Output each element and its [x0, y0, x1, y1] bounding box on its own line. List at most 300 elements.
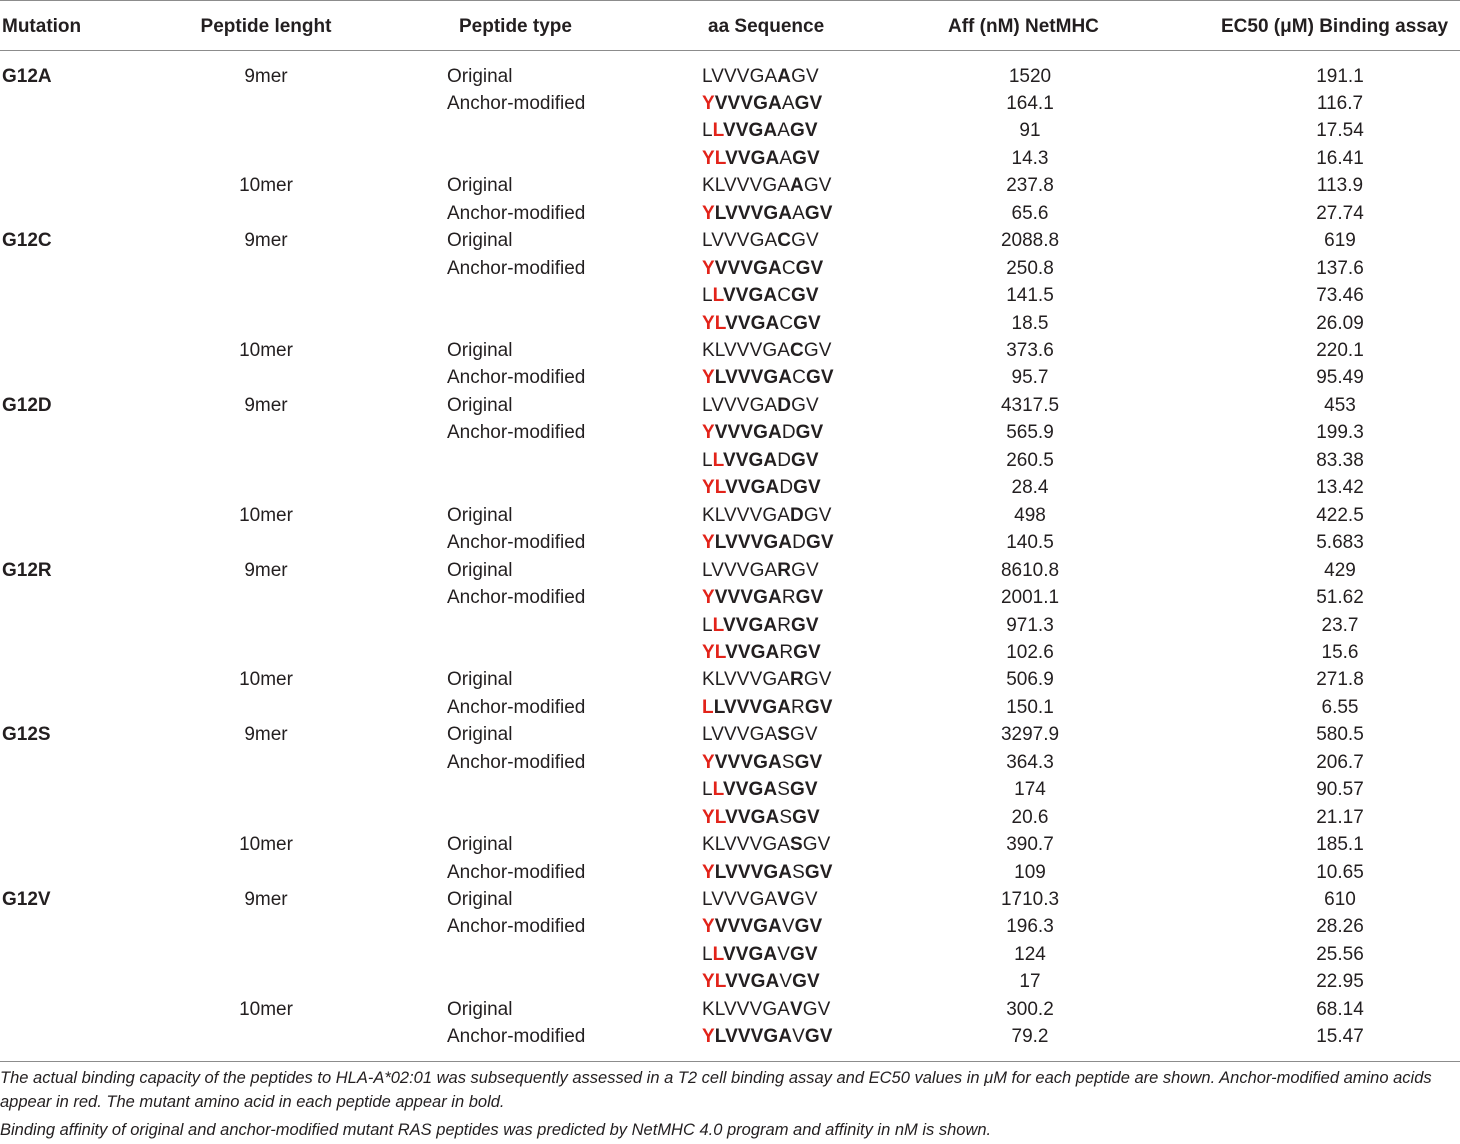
bold-residue: VVGA: [722, 779, 778, 801]
length-cell: [186, 419, 346, 446]
ec50-cell: 185.1: [1316, 834, 1364, 856]
affinity-cell: 8610.8: [1000, 559, 1060, 581]
residue: S: [777, 779, 790, 801]
ec50-cell: 90.57: [1316, 779, 1364, 801]
residue: C: [781, 257, 796, 279]
residue: C: [779, 312, 794, 334]
sequence-cell: [702, 913, 822, 940]
table-row: [0, 255, 1460, 282]
header-peptide-type: Peptide type: [459, 16, 572, 37]
type-cell: Anchor-modified: [447, 696, 586, 718]
footnote-binding-assay: The actual binding capacity of the peptides to HLA-A*02:01 was subsequently assessed in a T2 cell binding assay and EC50 values in μM for each peptide are shown. Anchor-modified amino acids appear in red. The mutant amino acid in each peptide appear in bold.: [0, 1069, 1432, 1111]
length-cell: [186, 804, 346, 831]
table-row: [0, 721, 1460, 748]
type-cell: Anchor-modified: [447, 202, 586, 224]
anchor-residue: Y: [702, 422, 715, 444]
type-cell: Anchor-modified: [447, 861, 586, 883]
anchor-residue: Y: [702, 587, 715, 609]
length-cell: 10mer: [239, 340, 293, 361]
bold-residue: LVVVGA: [713, 696, 792, 718]
bottom-rule: [0, 1061, 1460, 1062]
top-rule: [0, 0, 1460, 1]
sequence-cell: [702, 337, 831, 364]
table-row: [0, 447, 1460, 474]
residue: D: [781, 422, 796, 444]
sequence-cell: [702, 886, 818, 913]
bold-residue: GV: [795, 587, 824, 609]
type-cell: Original: [447, 669, 513, 691]
residue: KLVVVGA: [702, 504, 790, 526]
table-row: [0, 474, 1460, 501]
ec50-cell: 271.8: [1316, 669, 1364, 691]
anchor-residue: YL: [702, 971, 726, 993]
affinity-cell: 4317.5: [1000, 394, 1060, 416]
residue: LVVVGA: [702, 559, 778, 581]
residue: A: [792, 202, 805, 224]
bold-residue: GV: [804, 1026, 833, 1048]
length-cell: [186, 117, 346, 144]
bold-residue: GV: [792, 147, 820, 169]
residue: L: [702, 943, 713, 965]
length-cell: [186, 584, 346, 611]
ec50-cell: 15.47: [1316, 1026, 1364, 1048]
length-cell: 10mer: [239, 998, 293, 1020]
ec50-cell: 453: [1324, 394, 1356, 416]
type-cell: Original: [447, 504, 513, 526]
affinity-cell: 3297.9: [1000, 724, 1060, 746]
ec50-cell: 113.9: [1316, 175, 1364, 197]
length-cell: [186, 612, 346, 639]
type-cell: Original: [447, 175, 513, 197]
residue: GV: [791, 559, 819, 581]
bold-residue: VVVGA: [714, 92, 782, 114]
ec50-cell: 610: [1324, 889, 1356, 910]
bold-residue: VVGA: [725, 147, 780, 169]
residue: L: [702, 285, 713, 307]
bold-residue: A: [777, 65, 792, 87]
length-cell: 9mer: [244, 65, 288, 87]
affinity-cell: 109: [1014, 861, 1046, 883]
type-cell: Anchor-modified: [447, 532, 586, 554]
anchor-residue: L: [702, 696, 714, 718]
length-cell: 9mer: [244, 394, 288, 416]
residue: KLVVVGA: [702, 175, 790, 197]
residue: KLVVVGA: [702, 340, 790, 361]
ec50-cell: 10.65: [1316, 861, 1364, 883]
mutation-cell: G12S: [2, 724, 51, 746]
length-cell: 9mer: [244, 559, 288, 581]
residue: GV: [803, 504, 832, 526]
sequence-cell: [702, 282, 819, 309]
bold-residue: GV: [795, 257, 824, 279]
bold-residue: VVGA: [725, 312, 780, 334]
ec50-cell: 429: [1324, 559, 1356, 581]
sequence-cell: [702, 310, 821, 337]
affinity-cell: 141.5: [1006, 285, 1054, 307]
sequence-cell: [702, 612, 819, 639]
bold-residue: V: [790, 998, 803, 1020]
residue: C: [777, 285, 792, 307]
length-cell: 10mer: [239, 669, 293, 691]
anchor-residue: YL: [702, 147, 726, 169]
affinity-cell: 164.1: [1006, 92, 1054, 114]
anchor-residue: Y: [702, 92, 715, 114]
bold-residue: VVGA: [725, 641, 780, 663]
sequence-cell: [702, 694, 833, 721]
sequence-cell: [702, 419, 823, 446]
anchor-residue: Y: [702, 257, 715, 279]
table-row: [0, 1023, 1460, 1050]
affinity-cell: 140.5: [1006, 532, 1054, 554]
sequence-cell: [702, 200, 833, 227]
bold-residue: VVGA: [725, 971, 780, 993]
length-cell: [186, 200, 346, 227]
type-cell: Original: [447, 340, 513, 361]
anchor-residue: L: [712, 779, 723, 801]
length-cell: [186, 913, 346, 940]
sequence-cell: [702, 145, 820, 172]
table-row: [0, 913, 1460, 940]
table-row: [0, 612, 1460, 639]
ec50-cell: 26.09: [1316, 312, 1364, 334]
residue: GV: [803, 340, 832, 361]
type-cell: Anchor-modified: [447, 916, 586, 938]
anchor-residue: Y: [702, 916, 715, 938]
length-cell: 9mer: [244, 889, 288, 910]
affinity-cell: 150.1: [1006, 696, 1054, 718]
length-cell: 9mer: [244, 230, 288, 252]
affinity-cell: 91: [1019, 120, 1041, 142]
ec50-cell: 95.49: [1316, 367, 1364, 389]
residue: GV: [803, 669, 832, 691]
affinity-cell: 1710.3: [1000, 889, 1060, 910]
residue: D: [777, 449, 792, 471]
ec50-cell: 580.5: [1316, 724, 1364, 746]
ec50-cell: 25.56: [1316, 943, 1364, 965]
ec50-cell: 15.6: [1321, 641, 1359, 663]
table-row: [0, 886, 1460, 913]
affinity-cell: 102.6: [1006, 641, 1054, 663]
residue: V: [777, 943, 790, 965]
bold-residue: VVVGA: [714, 587, 782, 609]
affinity-cell: 174: [1014, 779, 1046, 801]
affinity-cell: 364.3: [1006, 751, 1054, 773]
residue: R: [781, 587, 796, 609]
sequence-cell: [702, 968, 820, 995]
sequence-cell: [702, 90, 822, 117]
residue: A: [779, 147, 793, 169]
bold-residue: C: [790, 340, 804, 361]
ec50-cell: 137.6: [1316, 257, 1364, 279]
table-row: [0, 310, 1460, 337]
anchor-residue: L: [712, 943, 723, 965]
residue: GV: [802, 834, 831, 856]
table-row: [0, 749, 1460, 776]
bold-residue: VVGA: [722, 449, 778, 471]
table-row: [0, 364, 1460, 391]
sequence-cell: [702, 776, 818, 803]
anchor-residue: YL: [702, 312, 726, 334]
residue: A: [781, 92, 795, 114]
residue: L: [702, 449, 713, 471]
table-row: [0, 831, 1460, 858]
ec50-cell: 21.17: [1316, 806, 1364, 828]
bold-residue: GV: [794, 916, 823, 938]
residue: GV: [791, 65, 819, 87]
length-cell: 10mer: [239, 175, 293, 197]
length-cell: [186, 749, 346, 776]
bold-residue: LVVVGA: [714, 367, 793, 389]
length-cell: [186, 282, 346, 309]
residue: L: [702, 779, 713, 801]
sequence-cell: [702, 859, 833, 886]
sequence-cell: [702, 721, 818, 748]
affinity-cell: 18.5: [1011, 312, 1049, 334]
residue: GV: [803, 175, 832, 197]
length-cell: 9mer: [244, 724, 288, 746]
sequence-cell: [702, 474, 821, 501]
ec50-cell: 116.7: [1316, 92, 1364, 114]
sequence-cell: [702, 749, 822, 776]
sequence-cell: [702, 639, 821, 666]
anchor-residue: Y: [702, 532, 715, 554]
table-row: [0, 117, 1460, 144]
affinity-cell: 20.6: [1011, 806, 1049, 828]
length-cell: [186, 145, 346, 172]
table-row: [0, 694, 1460, 721]
residue: KLVVVGA: [702, 669, 790, 691]
bold-residue: GV: [804, 202, 833, 224]
mutation-cell: G12C: [2, 230, 52, 252]
table-row: [0, 172, 1460, 199]
sequence-cell: [702, 447, 819, 474]
table-row: [0, 804, 1460, 831]
sequence-cell: [702, 941, 818, 968]
header-rule: [0, 50, 1460, 51]
bold-residue: D: [777, 394, 792, 416]
bold-residue: GV: [790, 779, 818, 801]
bold-residue: C: [777, 230, 792, 252]
residue: L: [702, 614, 713, 636]
residue: C: [792, 367, 806, 389]
length-cell: [186, 694, 346, 721]
sequence-cell: [702, 392, 819, 419]
length-cell: [186, 859, 346, 886]
type-cell: Original: [447, 834, 513, 856]
affinity-cell: 196.3: [1006, 916, 1054, 938]
residue: S: [779, 806, 793, 828]
anchor-residue: Y: [702, 367, 715, 389]
ec50-cell: 22.95: [1316, 971, 1364, 993]
sequence-cell: [702, 172, 831, 199]
length-cell: [186, 255, 346, 282]
bold-residue: GV: [791, 614, 819, 636]
sequence-cell: [702, 502, 831, 529]
anchor-residue: Y: [702, 751, 715, 773]
ec50-cell: 68.14: [1316, 998, 1364, 1020]
sequence-cell: [702, 804, 820, 831]
residue: V: [781, 916, 795, 938]
sequence-cell: [702, 1023, 833, 1050]
bold-residue: VVVGA: [714, 422, 782, 444]
sequence-cell: [702, 63, 819, 90]
residue: V: [792, 1026, 805, 1048]
residue: GV: [791, 394, 819, 416]
table-row: [0, 392, 1460, 419]
length-cell: [186, 310, 346, 337]
bold-residue: GV: [795, 422, 824, 444]
bold-residue: VVGA: [722, 614, 778, 636]
table-row: [0, 996, 1460, 1023]
bold-residue: VVVGA: [714, 257, 782, 279]
anchor-residue: YL: [702, 641, 726, 663]
bold-residue: GV: [791, 285, 819, 307]
affinity-cell: 237.8: [1006, 175, 1054, 197]
bold-residue: GV: [794, 751, 823, 773]
type-cell: Original: [447, 559, 513, 581]
length-cell: [186, 941, 346, 968]
residue: R: [791, 696, 805, 718]
bold-residue: GV: [805, 367, 834, 389]
affinity-cell: 28.4: [1011, 477, 1049, 499]
sequence-cell: [702, 831, 830, 858]
length-cell: [186, 447, 346, 474]
affinity-cell: 1520: [1008, 65, 1052, 87]
anchor-residue: L: [712, 120, 723, 142]
bold-residue: R: [777, 559, 792, 581]
header-peptide-length: Peptide lenght: [200, 16, 332, 37]
ec50-cell: 619: [1324, 230, 1356, 252]
anchor-residue: YL: [702, 806, 726, 828]
affinity-cell: 971.3: [1006, 614, 1054, 636]
type-cell: Original: [447, 65, 513, 87]
affinity-cell: 124: [1014, 943, 1046, 965]
table-row: [0, 502, 1460, 529]
length-cell: [186, 529, 346, 556]
affinity-cell: 390.7: [1006, 834, 1054, 856]
bold-residue: GV: [804, 861, 833, 883]
affinity-cell: 300.2: [1006, 998, 1054, 1020]
residue: D: [779, 477, 794, 499]
residue: LVVVGA: [702, 394, 778, 416]
table-row: [0, 419, 1460, 446]
residue: GV: [790, 889, 818, 910]
affinity-cell: 65.6: [1011, 202, 1049, 224]
bold-residue: VVGA: [722, 943, 778, 965]
bold-residue: GV: [793, 641, 821, 663]
type-cell: Original: [447, 724, 513, 746]
ec50-cell: 51.62: [1316, 587, 1364, 609]
header-affinity: Aff (nM) NetMHC: [948, 16, 1099, 37]
residue: S: [781, 751, 795, 773]
length-cell: 10mer: [239, 834, 293, 856]
type-cell: Anchor-modified: [447, 367, 586, 389]
type-cell: Original: [447, 230, 513, 252]
bold-residue: LVVVGA: [714, 1026, 793, 1048]
ec50-cell: 422.5: [1316, 504, 1364, 526]
affinity-cell: 565.9: [1006, 422, 1054, 444]
sequence-cell: [702, 996, 830, 1023]
affinity-cell: 250.8: [1006, 257, 1054, 279]
affinity-cell: 14.3: [1011, 147, 1049, 169]
bold-residue: GV: [794, 92, 823, 114]
table-row: [0, 859, 1460, 886]
length-cell: 10mer: [239, 504, 293, 526]
affinity-cell: 506.9: [1006, 669, 1054, 691]
affinity-cell: 79.2: [1011, 1026, 1049, 1048]
ec50-cell: 83.38: [1316, 449, 1364, 471]
footnote-netmhc: Binding affinity of original and anchor-modified mutant RAS peptides was predicted by NetMHC 4.0 program and affinity in nM is shown.: [0, 1121, 992, 1139]
affinity-cell: 2001.1: [1000, 587, 1060, 609]
residue: LVVVGA: [702, 65, 778, 87]
bold-residue: LVVVGA: [714, 532, 793, 554]
anchor-residue: L: [712, 449, 723, 471]
anchor-residue: L: [712, 285, 723, 307]
ec50-cell: 220.1: [1316, 340, 1364, 361]
ec50-cell: 73.46: [1316, 285, 1364, 307]
length-cell: [186, 776, 346, 803]
bold-residue: A: [790, 175, 804, 197]
bold-residue: VVGA: [722, 285, 778, 307]
mutation-cell: G12V: [2, 889, 51, 910]
table-row: [0, 200, 1460, 227]
sequence-cell: [702, 255, 823, 282]
residue: R: [779, 641, 794, 663]
table-row: [0, 557, 1460, 584]
residue: R: [777, 614, 792, 636]
bold-residue: LVVVGA: [714, 202, 793, 224]
length-cell: [186, 1023, 346, 1050]
bold-residue: VVGA: [725, 806, 780, 828]
bold-residue: D: [790, 504, 804, 526]
length-cell: [186, 90, 346, 117]
residue: S: [792, 861, 805, 883]
bold-residue: GV: [793, 477, 821, 499]
mutation-cell: G12D: [2, 394, 52, 416]
type-cell: Original: [447, 998, 513, 1020]
ec50-cell: 191.1: [1316, 65, 1364, 87]
type-cell: Anchor-modified: [447, 587, 586, 609]
bold-residue: GV: [793, 312, 821, 334]
ec50-cell: 27.74: [1316, 202, 1364, 224]
bold-residue: GV: [790, 943, 818, 965]
sequence-cell: [702, 666, 831, 693]
ec50-cell: 6.55: [1321, 696, 1359, 718]
anchor-residue: L: [712, 614, 723, 636]
bold-residue: S: [790, 834, 803, 856]
table-row: [0, 90, 1460, 117]
bold-residue: GV: [792, 806, 820, 828]
type-cell: Anchor-modified: [447, 92, 586, 114]
sequence-cell: [702, 584, 823, 611]
residue: LVVVGA: [702, 889, 778, 910]
residue: KLVVVGA: [702, 834, 790, 856]
table-row: [0, 666, 1460, 693]
ec50-cell: 13.42: [1316, 477, 1364, 499]
affinity-cell: 373.6: [1006, 340, 1054, 361]
bold-residue: VVVGA: [714, 916, 782, 938]
bold-residue: GV: [805, 532, 834, 554]
bold-residue: GV: [792, 971, 820, 993]
table-row: [0, 145, 1460, 172]
header-aa-sequence: aa Sequence: [708, 16, 825, 37]
bold-residue: GV: [790, 120, 818, 142]
bold-residue: GV: [804, 696, 833, 718]
anchor-residue: Y: [702, 861, 715, 883]
residue: GV: [791, 230, 819, 252]
ec50-cell: 17.54: [1316, 120, 1364, 142]
length-cell: [186, 474, 346, 501]
